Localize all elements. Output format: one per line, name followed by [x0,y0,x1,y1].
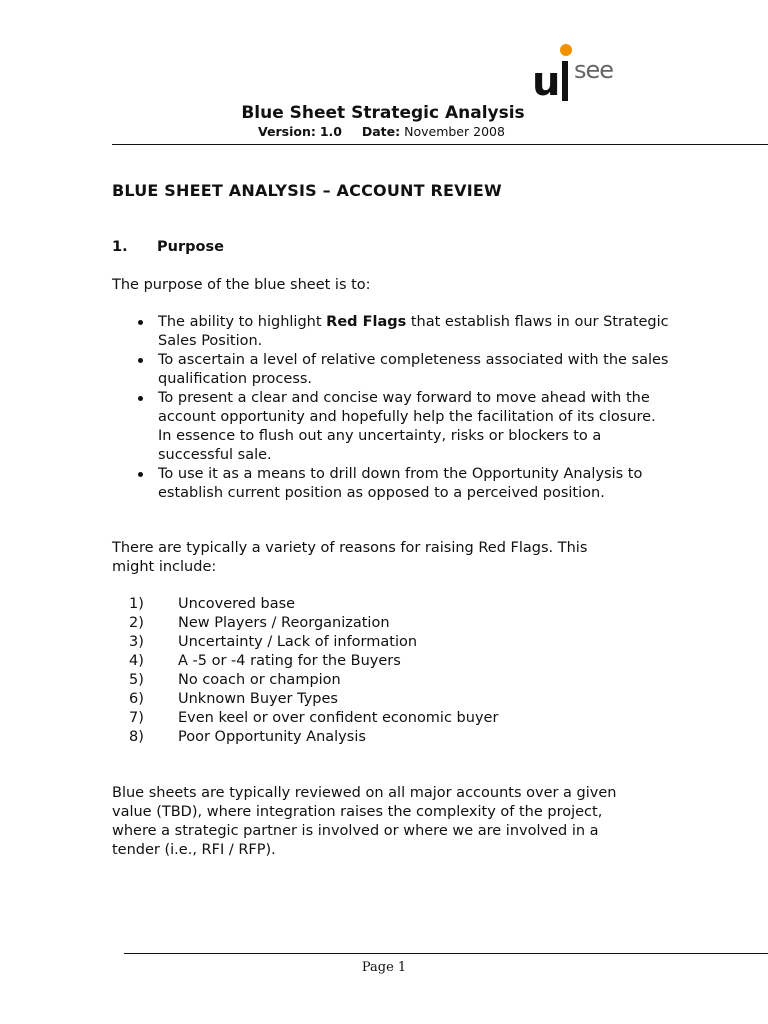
list-item-text: No coach or champion [178,672,341,688]
list-item [112,633,498,652]
document-title-text: Blue Sheet Strategic Analysis [241,103,525,123]
company-logo [532,44,632,104]
version-label: Version: [258,124,316,139]
logo-dot-icon [560,44,572,56]
subsection-number: 1. [112,239,128,255]
page-number: Page 1 [361,960,407,975]
list-item [112,595,498,614]
bullet-item: To present a clear and concise way forward to move ahead with the account opportunity and hopefully help the facilitation of its closure. In essence to flush out any uncertainty, risks or blockers to a successful sale. [112,389,672,465]
date-label: Date: [361,124,401,139]
list-item-number: 4) [129,653,144,669]
subsection-heading [112,239,224,255]
list-item-text: Unknown Buyer Types [178,691,338,707]
list-item-text: New Players / Reorganization [178,615,390,631]
red-flags-emphasis: Red Flags [326,314,407,330]
header-divider [112,144,768,145]
subsection-title: Purpose [157,239,224,255]
list-item-number: 1) [129,596,144,612]
list-item [112,709,498,728]
version-value: 1.0 [319,124,342,139]
list-item-number: 2) [129,615,144,631]
closing-paragraph: Blue sheets are typically reviewed on all major accounts over a given value (TBD), where integration raises the complexity of the project, where a strategic partner is involved or where we are involved in a tender (i.e., RFI / RFP). [112,785,617,858]
list-item-number: 8) [129,729,144,745]
date-value: November 2008 [404,124,505,139]
bullet-item: To use it as a means to drill down from the Opportunity Analysis to establish current position as opposed to a perceived position. [112,465,672,503]
list-item [112,690,498,709]
reasons-intro-paragraph: There are typically a variety of reasons for raising Red Flags. This might include: [112,540,588,575]
list-item-text: A -5 or -4 rating for the Buyers [178,653,401,669]
list-item [112,614,498,633]
section-heading: BLUE SHEET ANALYSIS – ACCOUNT REVIEW [112,181,502,200]
logo-see-text: see [574,56,614,84]
list-item-text: Uncovered base [178,596,296,612]
list-item [112,728,498,747]
list-item-text: Even keel or over confident economic buyer [178,710,499,726]
list-item-number: 7) [129,710,144,726]
list-item-number: 6) [129,691,144,707]
list-item-number: 5) [129,672,144,688]
list-item [112,671,498,690]
bullet-text: that establish flaws in our Strategic Sales Position. [158,314,669,349]
bullet-item: To ascertain a level of relative completeness associated with the sales qualification process. [112,351,672,389]
list-item-text: Uncertainty / Lack of information [178,634,418,650]
list-item-number: 3) [129,634,144,650]
list-item-text: Poor Opportunity Analysis [178,729,366,745]
bullet-text: The ability to highlight [158,314,327,330]
document-meta [258,124,505,139]
purpose-bullet-list [112,313,672,503]
logo-letter-u: u [532,59,559,105]
bullet-item [112,313,672,351]
document-title [0,103,768,123]
list-item [112,652,498,671]
intro-paragraph: The purpose of the blue sheet is to: [112,277,371,293]
logo-bar [562,61,568,101]
footer-divider [124,953,768,954]
reasons-list [112,595,498,747]
